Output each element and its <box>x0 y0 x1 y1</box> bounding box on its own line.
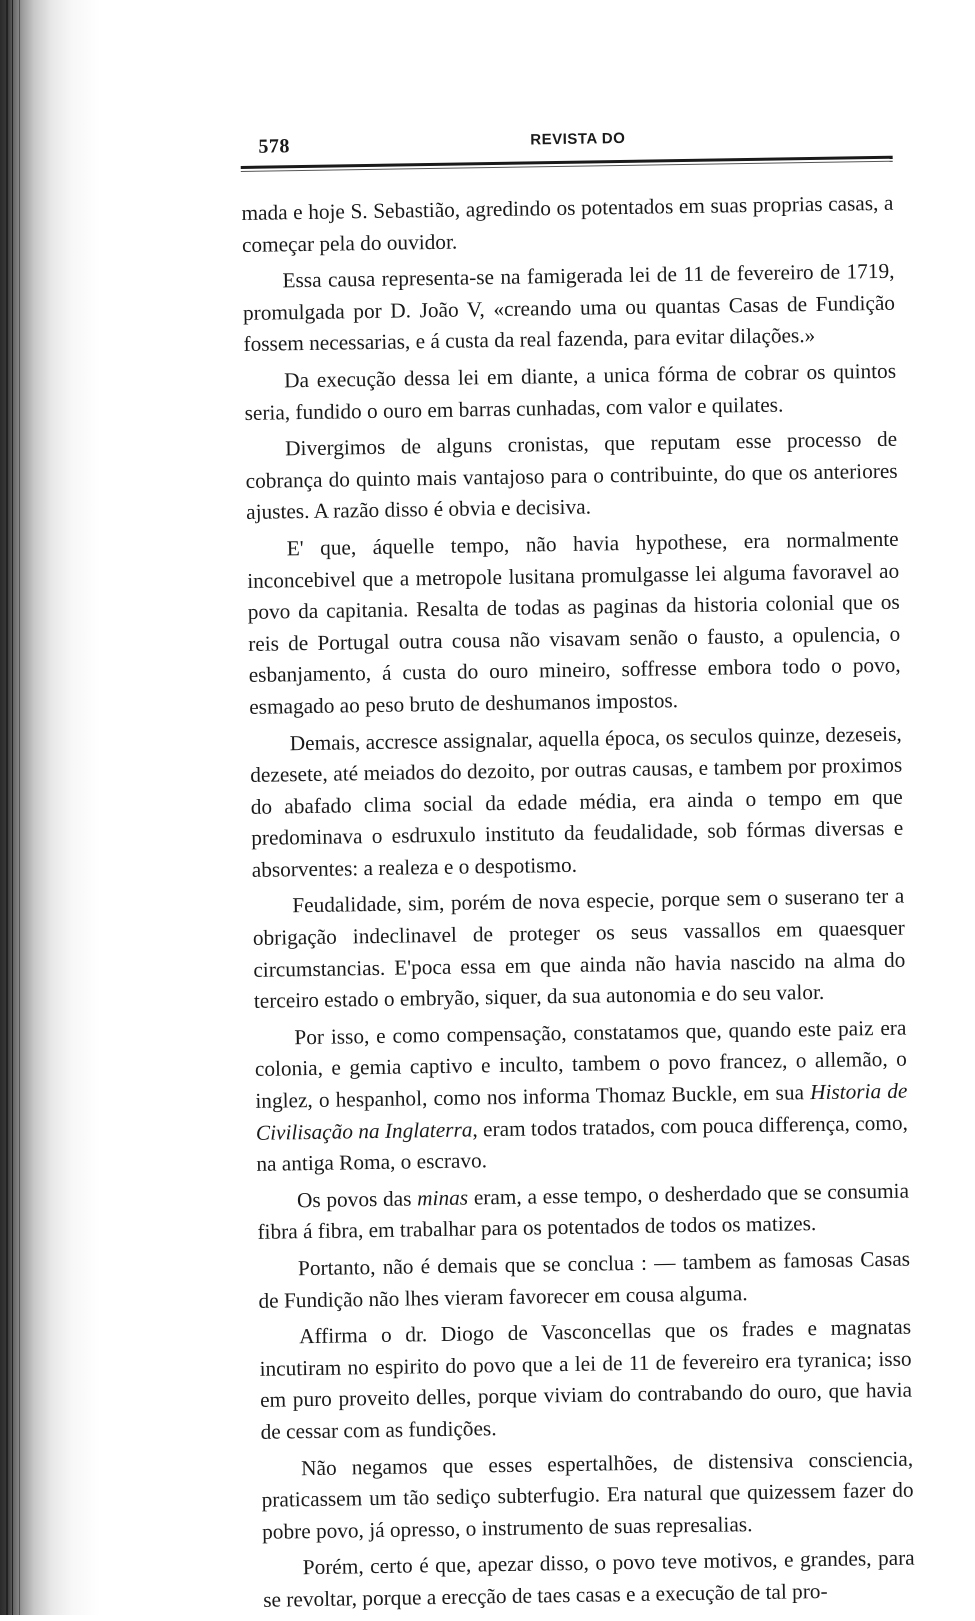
paragraph <box>254 1012 908 1180</box>
paragraph: Affirma o dr. Diogo de Vasconcellas que os frades e magnatas incutiram no espirito do povo que a lei de 11 de fevereiro era tyranica; isso em puro proveito delles, porque viviam do contrabando do ouro, que havia de cessar com as fundições. <box>259 1314 913 1444</box>
paragraph: Da execução dessa lei em diante, a unica fórma de cobrar os quintos seria, fundido o ouro em barras cunhadas, com valor e quilates. <box>244 358 897 425</box>
paragraph: Divergimos de alguns cronistas, que reputam esse processo de cobrança do quinto mais vantajoso para o contribuinte, do que os anteriores ajustes. A razão disso é obvia e decisiva. <box>245 426 898 525</box>
paragraph-text: eram, a esse tempo, o desherdado que se consumia fibra á fibra, em trabalhar para os potentados de todos os matizes. <box>257 1178 910 1245</box>
spine-edge-line <box>6 0 8 1615</box>
paragraph: Demais, accresce assignalar, aquella época, os seculos quinze, dezeseis, dezesete, até meiados do dezoito, por outras causas, e tambem por proximos do abafado clima social da edade média, era ainda o tempo em que predominava o esdruxulo instituto da feudalidade, sob fórmas diversas e absorventes: a realeza e o despotismo. <box>250 721 904 882</box>
book-page <box>240 109 943 1612</box>
running-title: REVISTA DO <box>530 129 626 149</box>
page-header <box>240 109 920 158</box>
page-number: 578 <box>258 135 291 158</box>
paragraph <box>257 1175 910 1248</box>
paragraph-text: Os povos das <box>296 1186 412 1213</box>
page-body <box>241 188 915 1621</box>
paragraph-text: , eram todos tratados, com pouca differença, como, na antiga Roma, o escravo. <box>256 1110 908 1177</box>
book-spine-shadow <box>0 0 100 1615</box>
paragraph: E' que, áquelle tempo, não havia hypothese, era normalmente inconcebivel que a metropole lusitana promulgasse lei alguma favoravel ao povo da capitania. Resalta de todas as paginas da historia colonial que os reis de Portugal outra cousa não visavam senão o fausto, a opulencia, o esbanjamento, á custa do ouro mineiro, soffresse embora todo o povo, esmagado ao peso bruto de deshumanos impostos. <box>247 526 901 719</box>
paragraph: mada e hoje S. Sebastião, agredindo os potentados em suas proprias casas, a começar pela do ouvidor. <box>241 190 894 257</box>
paragraph: Não negamos que esses espertalhões, de distensiva consciencia, praticassem um tão sediço subterfugio. Era natural que quizessem fazer do pobre povo, já opresso, o instrumento de suas represalias. <box>261 1446 914 1544</box>
paragraph: Porém, certo é que, apezar disso, o povo teve motivos, e grandes, para se revoltar, porque a erecção de taes casas e a execução de tal pro- <box>263 1545 915 1612</box>
paragraph: Feudalidade, sim, porém de nova especie, porque sem o suserano ter a obrigação indeclinavel de proteger os seus vassallos em quaesquer circumstancias. E'poca essa em que ainda não havia nascido na alma do terceiro estado o embryão, siquer, da sua autonomia e do seu valor. <box>252 884 906 1014</box>
paragraph-text: Por isso, e como compensação, constatamos que, quando este paiz era colonia, e gemia captivo e inculto, tambem o povo francez, o allemão, o inglez, o hespanhol, como nos informa Thomaz Buckle, em sua <box>254 1015 908 1113</box>
paragraph: Essa causa representa-se na famigerada lei de 11 de fevereiro de 1719, promulgada por D. João V, «creando uma ou quantas Casas de Fundição fossem necessarias, e á custa da real fazenda, para evitar dilações.» <box>242 258 896 357</box>
italic-term: minas <box>416 1185 469 1211</box>
book-title: Historia de Civilisação na Inglaterra <box>255 1078 908 1145</box>
paragraph: Portanto, não é demais que se conclua : — tambem as famosas Casas de Fundição não lhes vieram favorecer em cousa alguma. <box>258 1246 911 1313</box>
spine-edge-line <box>12 0 13 1615</box>
spine-edge-line <box>19 0 20 1615</box>
